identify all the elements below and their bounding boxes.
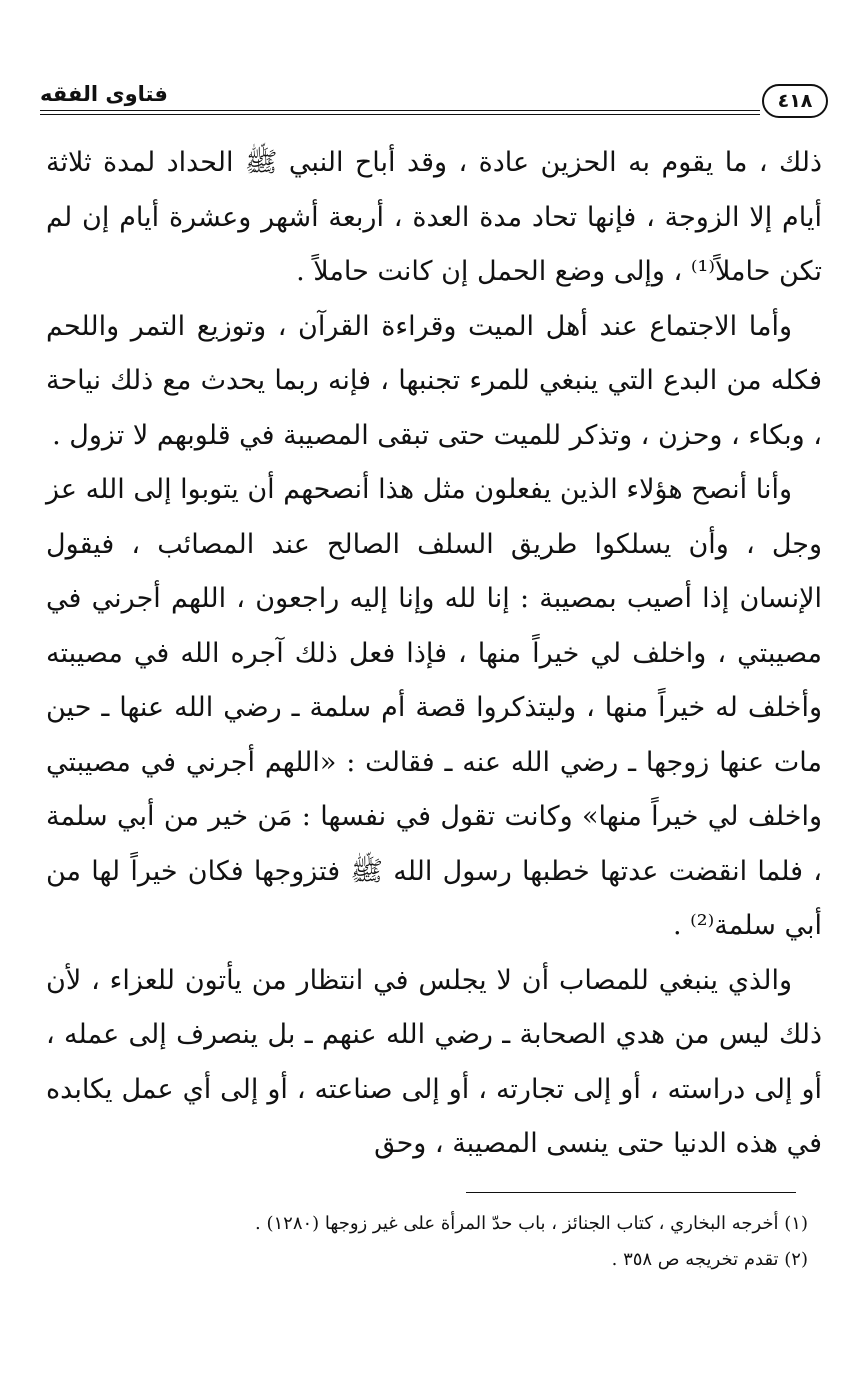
main-text xyxy=(46,136,822,1172)
paragraph: وأنا أنصح هؤلاء الذين يفعلون مثل هذا أنصحهم أن يتوبوا إلى الله عز وجل ، وأن يسلكوا طريق السلف الصالح عند المصائب ، فيقول الإنسان إذا أصيب بمصيبة : إنا لله وإنا إليه راجعون ، اللهم أجرني في مصيبتي ، واخلف لي خيراً منها ، فإذا فعل ذلك آجره الله في مصيبته وأخلف له خيراً منها ، وليتذكروا قصة أم سلمة ـ رضي الله عنها ـ حين مات عنها زوجها ـ رضي الله عنه ـ فقالت : «اللهم أجرني في مصيبتي واخلف لي خيراً منها» وكانت تقول في نفسها : مَن خير من أبي سلمة ، فلما انقضت عدتها خطبها رسول الله ﷺ فتزوجها فكان خيراً لها من أبي سلمة⁽²⁾ . xyxy=(46,474,822,941)
paragraph: والذي ينبغي للمصاب أن لا يجلس في انتظار من يأتون للعزاء ، لأن ذلك ليس من هدي الصحابة ـ رضي الله عنهم ـ بل ينصرف إلى عمله ، أو إلى دراسته ، أو إلى تجارته ، أو إلى صناعته ، أو إلى أي عمل يكابده في هذه الدنيا حتى ينسى المصيبة ، وحق xyxy=(46,964,822,1159)
paragraph: وأما الاجتماع عند أهل الميت وقراءة القرآن ، وتوزيع التمر واللحم فكله من البدع التي ينبغي للمرء تجنبها ، فإنه ربما يحدث مع ذلك نياحة ، وبكاء ، وحزن ، وتذكر للميت حتى تبقى المصيبة في قلوبهم لا تزول . xyxy=(46,310,822,451)
page-header xyxy=(40,80,828,120)
footnote-separator xyxy=(466,1192,796,1193)
page-number: ٤١٨ xyxy=(762,84,828,118)
footnotes xyxy=(60,1206,808,1278)
footnote-1: (١) أخرجه البخاري ، كتاب الجنائز ، باب حدّ المرأة على غير زوجها (١٢٨٠) . xyxy=(255,1213,808,1234)
header-rule xyxy=(40,110,760,115)
paragraph: ذلك ، ما يقوم به الحزين عادة ، وقد أباح النبي ﷺ الحداد لمدة ثلاثة أيام إلا الزوجة ، فإنها تحاد مدة العدة ، أربعة أشهر وعشرة أيام إن لم تكن حاملاً⁽¹⁾ ، وإلى وضع الحمل إن كانت حاملاً . xyxy=(46,147,822,287)
footnote-2: (٢) تقدم تخريجه ص ٣٥٨ . xyxy=(611,1249,808,1270)
book-title: فتاوى الفقه xyxy=(40,82,168,106)
